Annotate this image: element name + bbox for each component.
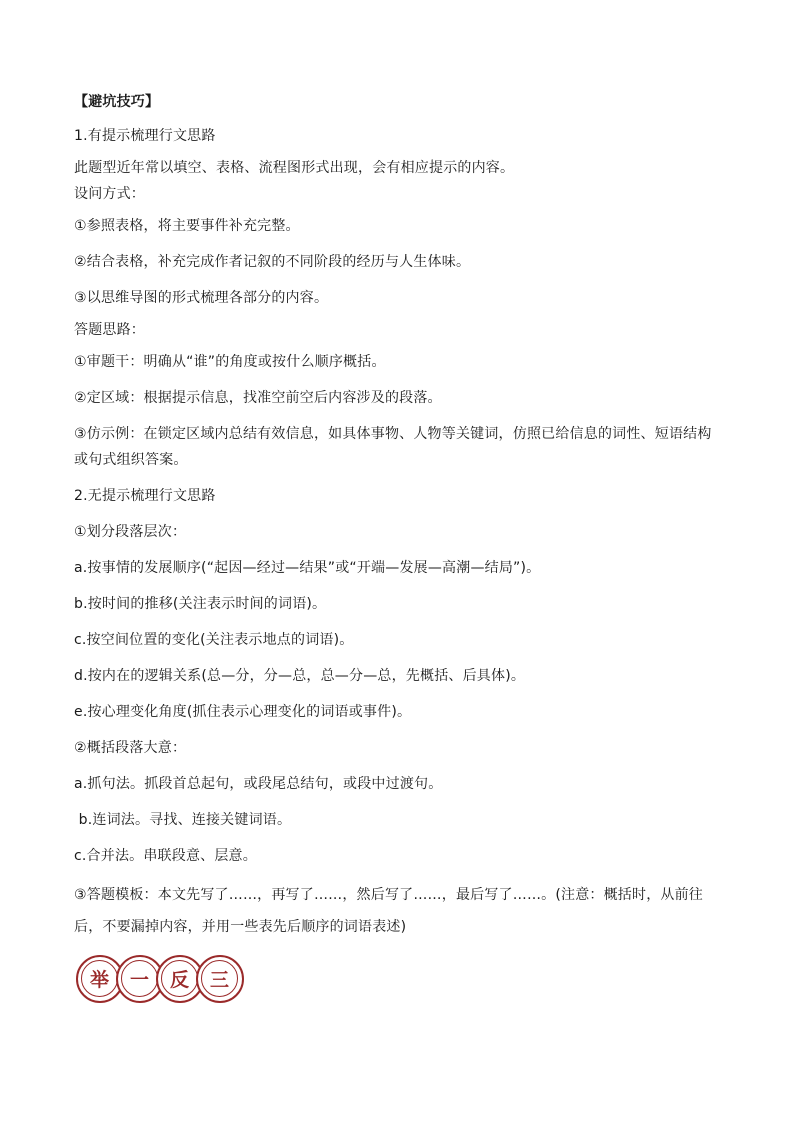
sub1-item: d.按内在的逻辑关系(总—分，分—总，总—分—总，先概括、后具体)。 xyxy=(74,668,526,684)
badge-circle xyxy=(196,955,244,1003)
answer-item: ③仿示例：在锁定区域内总结有效信息，如具体事物、人物等关键词，仿照已给信息的词性、短语结构或句式组织答案。 xyxy=(74,426,712,468)
sub1-item: e.按心理变化角度(抓住表示心理变化的词语或事件)。 xyxy=(74,704,412,720)
sub1-item: a.按事情的发展顺序(“起因—经过—结果”或“开端—发展—高潮—结局”)。 xyxy=(74,560,541,576)
answer-label: 答题思路： xyxy=(74,322,145,338)
ask-item: ②结合表格，补充完成作者记叙的不同阶段的经历与人生体味。 xyxy=(74,254,471,270)
sub1-item: c.按空间位置的变化(关注表示地点的词语)。 xyxy=(74,632,354,648)
badge-char: 举 xyxy=(81,960,118,997)
answer-item: ①审题干：明确从“谁”的角度或按什么顺序概括。 xyxy=(74,354,386,370)
ask-item: ③以思维导图的形式梳理各部分的内容。 xyxy=(74,290,329,306)
sub2-item: c.合并法。串联段意、层意。 xyxy=(74,848,257,864)
section1-intro: 此题型近年常以填空、表格、流程图形式出现，会有相应提示的内容。 xyxy=(74,160,515,176)
sub2-item: b.连词法。寻找、连接关键词语。 xyxy=(74,812,292,828)
sub2-item: a.抓句法。抓段首总起句，或段尾总结句，或段中过渡句。 xyxy=(74,776,443,792)
section1-title: 1.有提示梳理行文思路 xyxy=(74,128,216,144)
answer-item: ②定区域：根据提示信息，找准空前空后内容涉及的段落。 xyxy=(74,390,442,406)
ask-item: ①参照表格，将主要事件补充完整。 xyxy=(74,218,300,234)
section2-title: 2.无提示梳理行文思路 xyxy=(74,488,216,504)
badge-char: 一 xyxy=(121,960,158,997)
badge-char: 反 xyxy=(161,960,198,997)
ask-label: 设问方式： xyxy=(74,186,145,202)
sub1-label: ①划分段落层次： xyxy=(74,524,187,540)
heading: 【避坑技巧】 xyxy=(74,94,160,110)
sub1-item: b.按时间的推移(关注表示时间的词语)。 xyxy=(74,596,327,612)
answer-template: ③答题模板：本文先写了……，再写了……，然后写了……，最后写了……。(注意：概括时，从前往后，不要漏掉内容，并用一些表先后顺序的词语表述) xyxy=(74,887,704,935)
sub2-label: ②概括段落大意： xyxy=(74,740,187,756)
practice-badge xyxy=(76,955,240,1007)
badge-char: 三 xyxy=(201,960,238,997)
